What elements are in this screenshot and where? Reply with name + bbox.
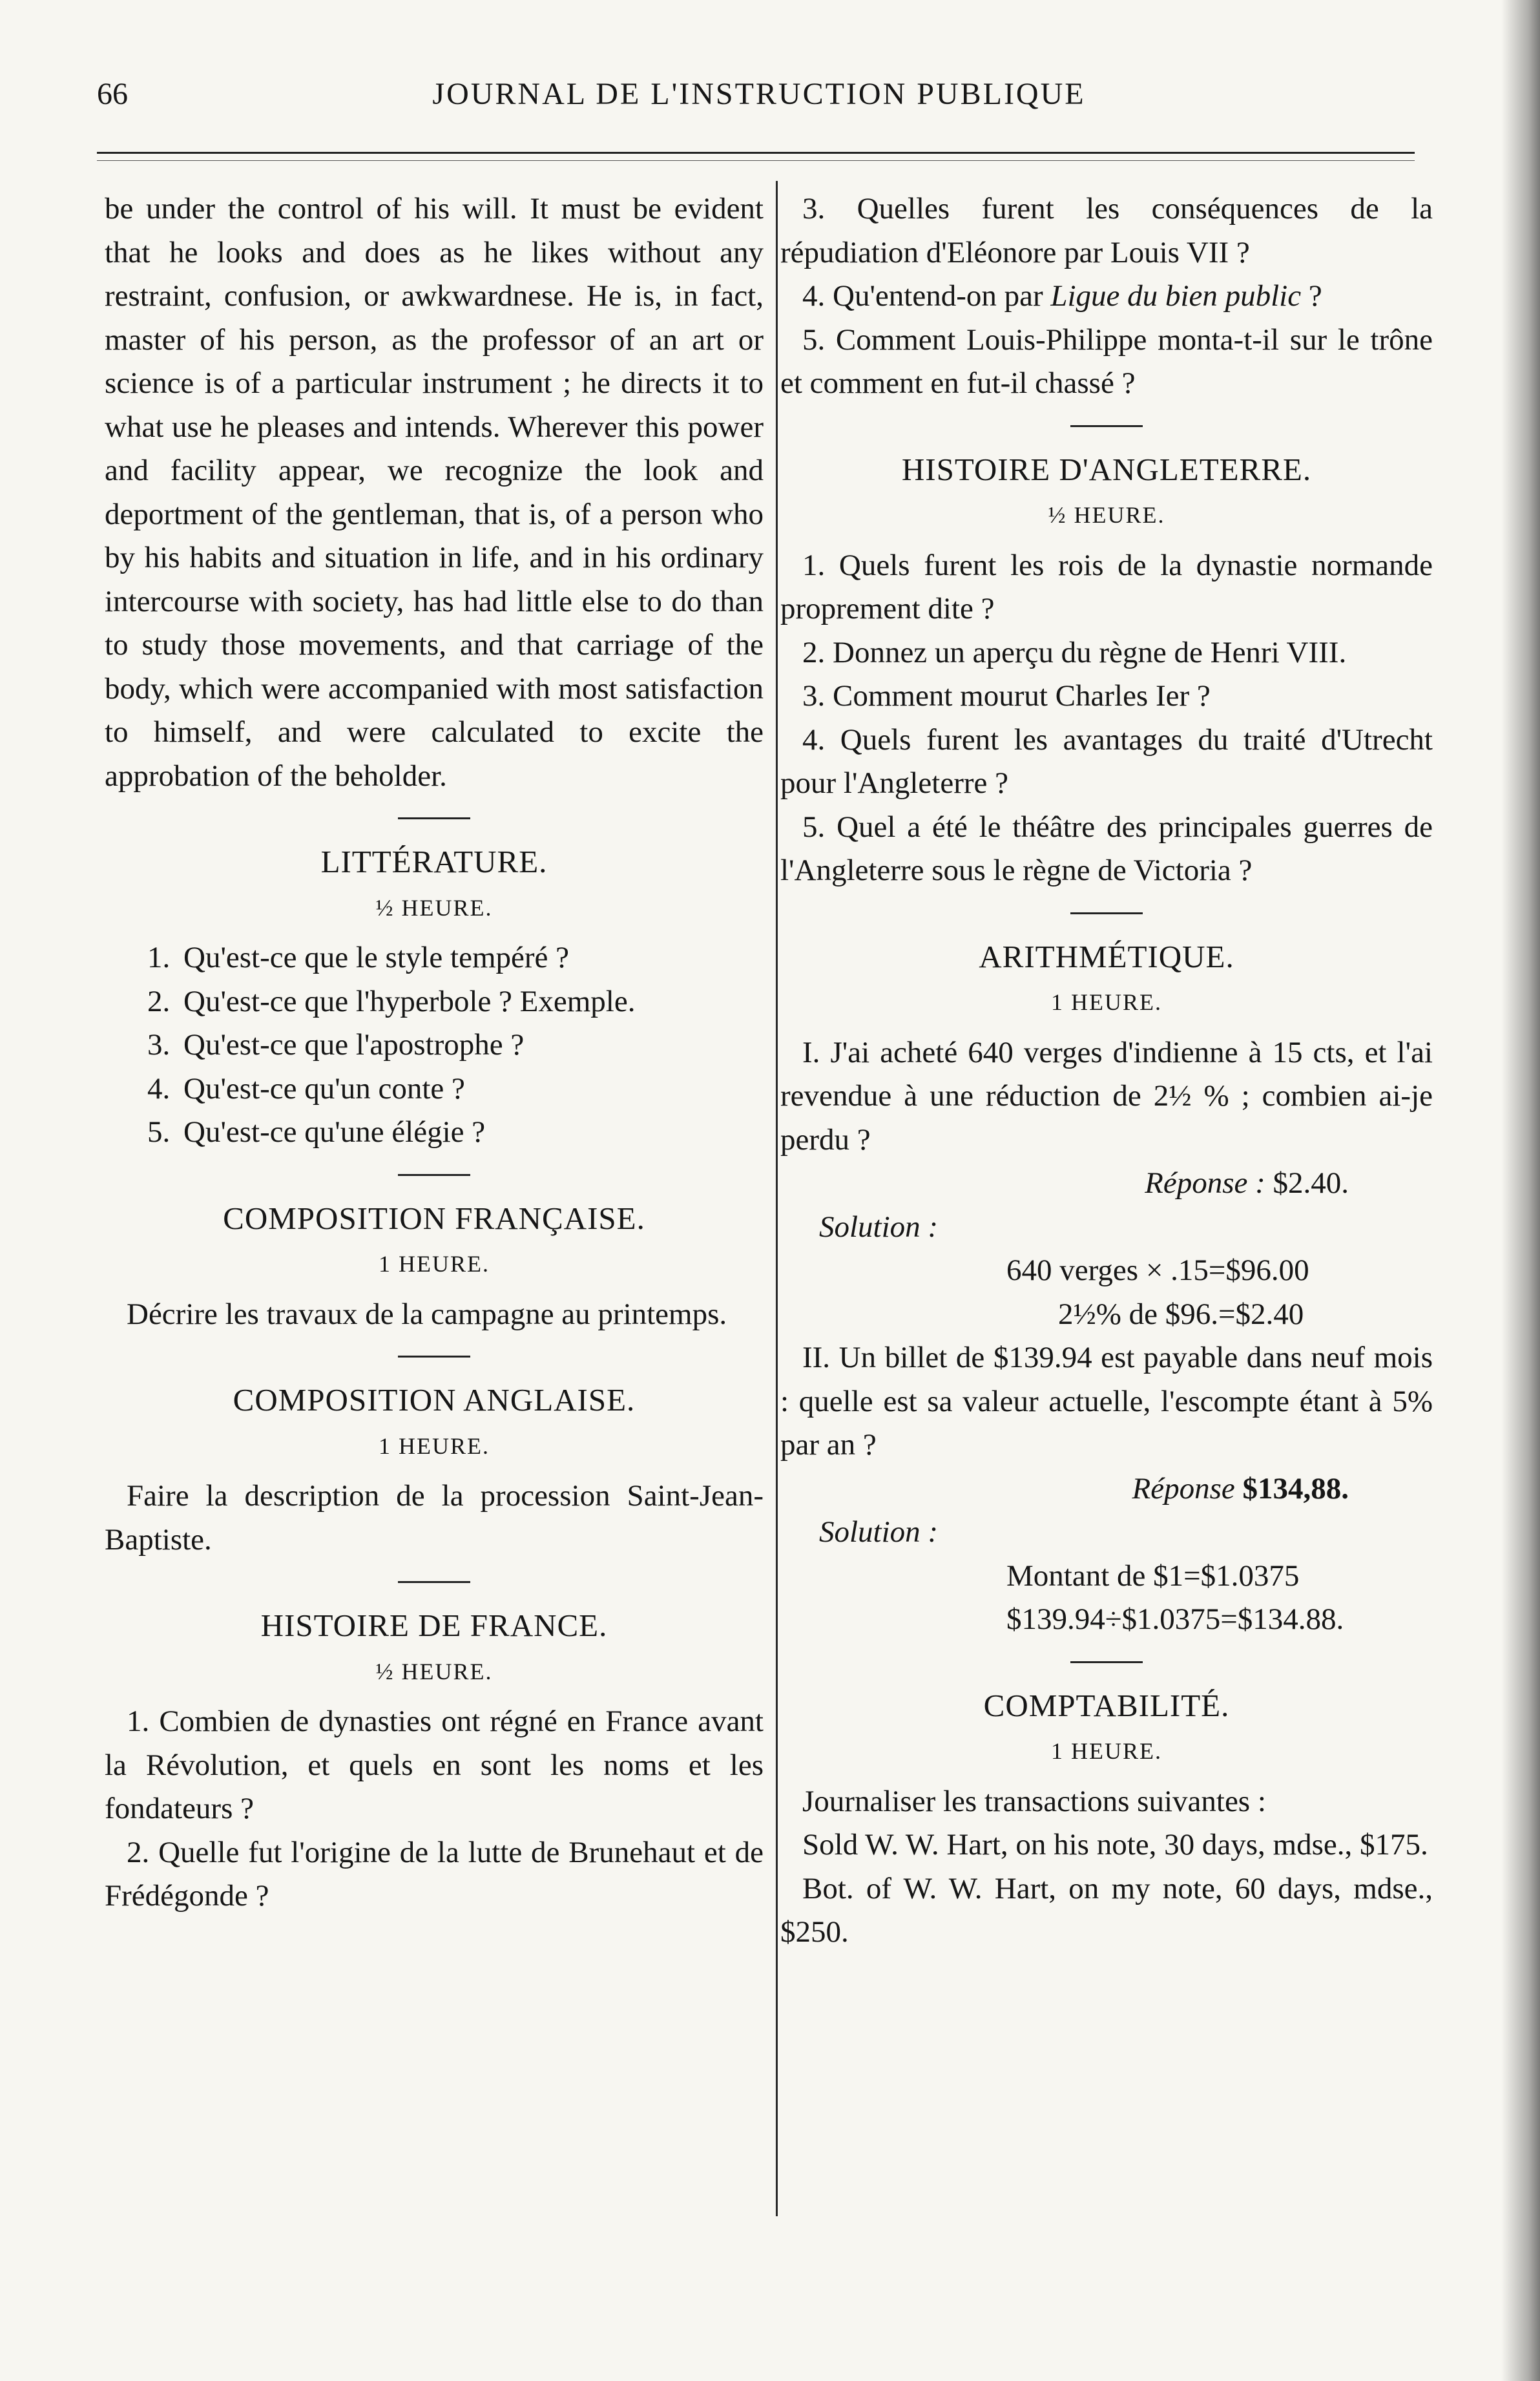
list-item: 5. Qu'est-ce qu'une élégie ?: [147, 1115, 486, 1149]
header-rule: [97, 152, 1415, 154]
answer-line: Réponse : $2.40.: [1145, 1166, 1349, 1200]
question: 5. Comment Louis-Philippe monta-t-il sur le trône et comment en fut-il chassé ?: [780, 322, 1433, 400]
calculation: 2½% de $96.=$2.40: [1058, 1297, 1304, 1331]
right-column: [780, 187, 1433, 1955]
header-rule-thin: [97, 160, 1415, 161]
calculation: Montant de $1=$1.0375: [1006, 1558, 1300, 1593]
solution-label: Solution :: [819, 1515, 939, 1549]
time-composition-fr: 1 HEURE.: [379, 1251, 490, 1277]
time-composition-en: 1 HEURE.: [379, 1432, 490, 1459]
instruction: Journaliser les transactions suivantes :: [802, 1784, 1266, 1818]
page-edge-shadow: [1501, 0, 1540, 2381]
heading-composition-fr: COMPOSITION FRANÇAISE.: [223, 1200, 645, 1236]
transaction: Sold W. W. Hart, on his note, 30 days, mdse., $175.: [802, 1828, 1428, 1862]
question: 1. Combien de dynasties ont régné en France avant la Révolution, et quels en sont les noms et les fondateurs ?: [105, 1704, 764, 1825]
heading-histoire-france: HISTOIRE DE FRANCE.: [260, 1608, 608, 1643]
list-item: 1. Qu'est-ce que le style tempéré ?: [147, 941, 570, 974]
question: 3. Quelles furent les conséquences de la répudiation d'Eléonore par Louis VII ?: [780, 192, 1433, 269]
time-litterature: ½ HEURE.: [375, 894, 493, 921]
composition-en-text: Faire la description de la procession Saint-Jean-Baptiste.: [105, 1479, 764, 1557]
column-divider: [776, 181, 778, 2216]
problem: I. J'ai acheté 640 verges d'indienne à 15 cts, et l'ai revendue à une réduction de 2½ % ; combien ai-je perdu ?: [780, 1035, 1433, 1157]
list-item: 2. Qu'est-ce que l'hyperbole ? Exemple.: [147, 984, 636, 1018]
list-item: 4. Qu'est-ce qu'un conte ?: [147, 1071, 465, 1106]
section-separator: [398, 1356, 470, 1358]
section-separator: [1070, 1661, 1143, 1663]
section-separator: [1070, 425, 1143, 427]
answer-line: Réponse $134,88.: [1132, 1471, 1349, 1505]
problem: II. Un billet de $139.94 est payable dans neuf mois : quelle est sa valeur actuelle, l'escompte étant à 5% par an ?: [780, 1341, 1433, 1462]
question: 5. Quel a été le théâtre des principales guerres de l'Angleterre sous le règne de Victoria ?: [780, 810, 1433, 887]
heading-arithmetique: ARITHMÉTIQUE.: [979, 938, 1234, 974]
solution-label: Solution :: [819, 1210, 939, 1244]
section-separator: [398, 1174, 470, 1176]
heading-comptabilite: COMPTABILITÉ.: [983, 1687, 1230, 1723]
heading-composition-en: COMPOSITION ANGLAISE.: [233, 1382, 636, 1418]
time-histoire-angleterre: ½ HEURE.: [1048, 502, 1165, 528]
italic-term: Ligue du bien public: [1050, 279, 1302, 313]
page-number: 66: [97, 77, 128, 111]
section-separator: [1070, 912, 1143, 914]
page-header: [97, 76, 1421, 121]
english-passage: be under the control of his will. It must be evident that he looks and does as he likes without any restraint, confusion, or awkwardnese. He is, in fact, master of his person, as the professor of an art or science is of a particular instrument ; he directs it to what use he pleases and intends. Wherever this power and facility appear, we recognize the look and deportment of the gentleman, that is, of a person who by his habits and situation in life, and in his ordinary intercourse with society, has had little else to do than to study those movements, and that carriage of the body, which were accompanied with most satisfaction to himself, and were calculated to excite the approbation of the beholder.: [105, 192, 764, 793]
running-title: JOURNAL DE L'INSTRUCTION PUBLIQUE: [432, 77, 1086, 111]
question: 2. Quelle fut l'origine de la lutte de Brunehaut et de Frédégonde ?: [105, 1835, 764, 1913]
calculation: 640 verges × .15=$96.00: [1006, 1253, 1309, 1287]
section-separator: [398, 817, 470, 819]
section-separator: [398, 1581, 470, 1583]
litterature-questions: [105, 936, 764, 1155]
heading-histoire-angleterre: HISTOIRE D'ANGLETERRE.: [901, 451, 1312, 487]
transaction: Bot. of W. W. Hart, on my note, 60 days, mdse., $250.: [780, 1871, 1433, 1949]
time-histoire-france: ½ HEURE.: [375, 1658, 493, 1684]
left-column: [105, 187, 764, 1918]
list-item: 3. Qu'est-ce que l'apostrophe ?: [147, 1028, 525, 1062]
composition-fr-text: Décrire les travaux de la campagne au printemps.: [127, 1297, 727, 1331]
question: 3. Comment mourut Charles Ier ?: [802, 679, 1211, 713]
question: 2. Donnez un aperçu du règne de Henri VIII.: [802, 635, 1347, 669]
time-comptabilite: 1 HEURE.: [1051, 1738, 1162, 1764]
time-arithmetique: 1 HEURE.: [1051, 989, 1162, 1015]
question: 4. Qu'entend-on par Ligue du bien public ?: [802, 279, 1322, 313]
calculation: $139.94÷$1.0375=$134.88.: [1006, 1602, 1344, 1636]
question: 1. Quels furent les rois de la dynastie normande proprement dite ?: [780, 548, 1433, 625]
heading-litterature: LITTÉRATURE.: [320, 844, 548, 879]
question: 4. Quels furent les avantages du traité d'Utrecht pour l'Angleterre ?: [780, 722, 1433, 800]
